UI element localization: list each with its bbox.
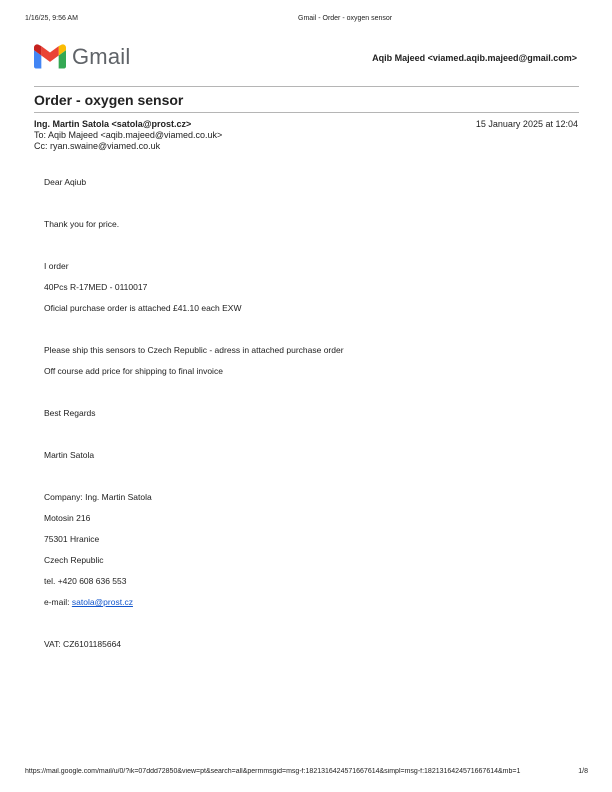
email-line (44, 597, 133, 607)
regards: Best Regards (44, 408, 96, 418)
print-url: https://mail.google.com/mail/u/0/?ik=07ddd72850&view=pt&search=all&permmsgid=msg-f:1821316424571667614&simpl=msg-f:1821316424571667614&mb=1 (25, 768, 521, 775)
print-datetime: 1/16/25, 9:56 AM (25, 15, 78, 22)
sender: Ing. Martin Satola <satola@prost.cz> (34, 119, 192, 129)
street-line: Motosin 216 (44, 513, 91, 523)
order-item: 40Pcs R-17MED - 0110017 (44, 282, 148, 292)
email-label: e-mail: (44, 597, 72, 607)
page-number: 1/8 (578, 768, 588, 775)
vat-line: VAT: CZ6101185664 (44, 639, 122, 649)
company-line: Company: Ing. Martin Satola (44, 492, 152, 502)
subject-divider (34, 112, 579, 113)
recipient-to: To: Aqib Majeed <aqib.majeed@viamed.co.uk> (34, 130, 223, 140)
city-line: 75301 Hranice (44, 534, 100, 544)
signature-name: Martin Satola (44, 450, 95, 460)
print-title: Gmail - Order - oxygen sensor (298, 15, 393, 22)
gmail-m-icon (34, 44, 66, 69)
ship-note: Please ship this sensors to Czech Republic - adress in attached purchase order (44, 345, 344, 355)
gmail-wordmark: Gmail (72, 44, 131, 69)
order-intro: I order (44, 261, 69, 271)
account-address: Aqib Majeed <viamed.aqib.majeed@gmail.com> (372, 53, 577, 63)
sent-date: 15 January 2025 at 12:04 (475, 119, 578, 129)
recipient-cc: Cc: ryan.swaine@viamed.co.uk (34, 141, 161, 151)
shipping-price-note: Off course add price for shipping to final invoice (44, 366, 223, 376)
order-note: Oficial purchase order is attached £41.10 each EXW (44, 303, 242, 313)
country-line: Czech Republic (44, 555, 104, 565)
thanks-line: Thank you for price. (44, 219, 120, 229)
email-subject: Order - oxygen sensor (34, 92, 184, 108)
header-divider (34, 86, 579, 87)
greeting: Dear Aqiub (44, 177, 87, 187)
phone-line: tel. +420 608 636 553 (44, 576, 127, 586)
email-link[interactable]: satola@prost.cz (71, 597, 133, 607)
